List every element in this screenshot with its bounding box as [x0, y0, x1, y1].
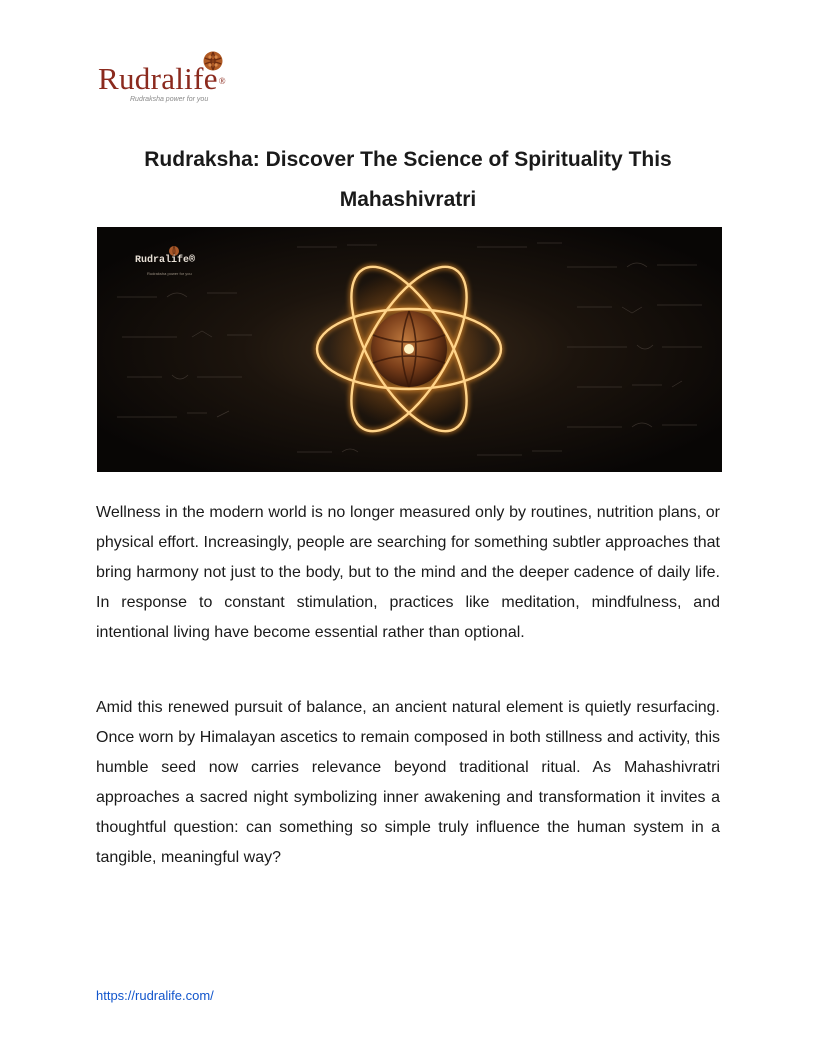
- hero-logo-tagline: Rudraksha power for you: [147, 271, 192, 276]
- footer-website-link[interactable]: https://rudralife.com/: [96, 988, 214, 1003]
- brand-logo: [98, 48, 268, 110]
- hero-logo-text: Rudralife®: [135, 255, 196, 266]
- paragraph-1: Wellness in the modern world is no longer measured only by routines, nutrition plans, or physical effort. Increasingly, people are searching for something subtler approaches that bring harmony not just to the body, but to the mind and the deeper cadence of daily life. In response to constant stimulation, practices like meditation, mindfulness, and intentional living have become essential rather than optional.: [96, 504, 720, 641]
- logo-tagline: Rudraksha power for you: [130, 96, 209, 103]
- logo-wordmark: Rudralife®: [98, 61, 226, 96]
- paragraph-2: Amid this renewed pursuit of balance, an ancient natural element is quietly resurfacing. Once worn by Himalayan ascetics to remain composed in both stillness and activity, this humble seed now carries relevance beyond traditional ritual. As Mahashivratri approaches a sacred night symbolizing inner awakening and transformation it invites a thoughtful question: can something so simple truly influence the human system in a tangible, meaningful way?: [96, 699, 720, 866]
- hero-image: [97, 227, 722, 472]
- page-title: Rudraksha: Discover The Science of Spirituality This Mahashivratri: [144, 148, 672, 211]
- logo-registered-mark: ®: [218, 76, 226, 86]
